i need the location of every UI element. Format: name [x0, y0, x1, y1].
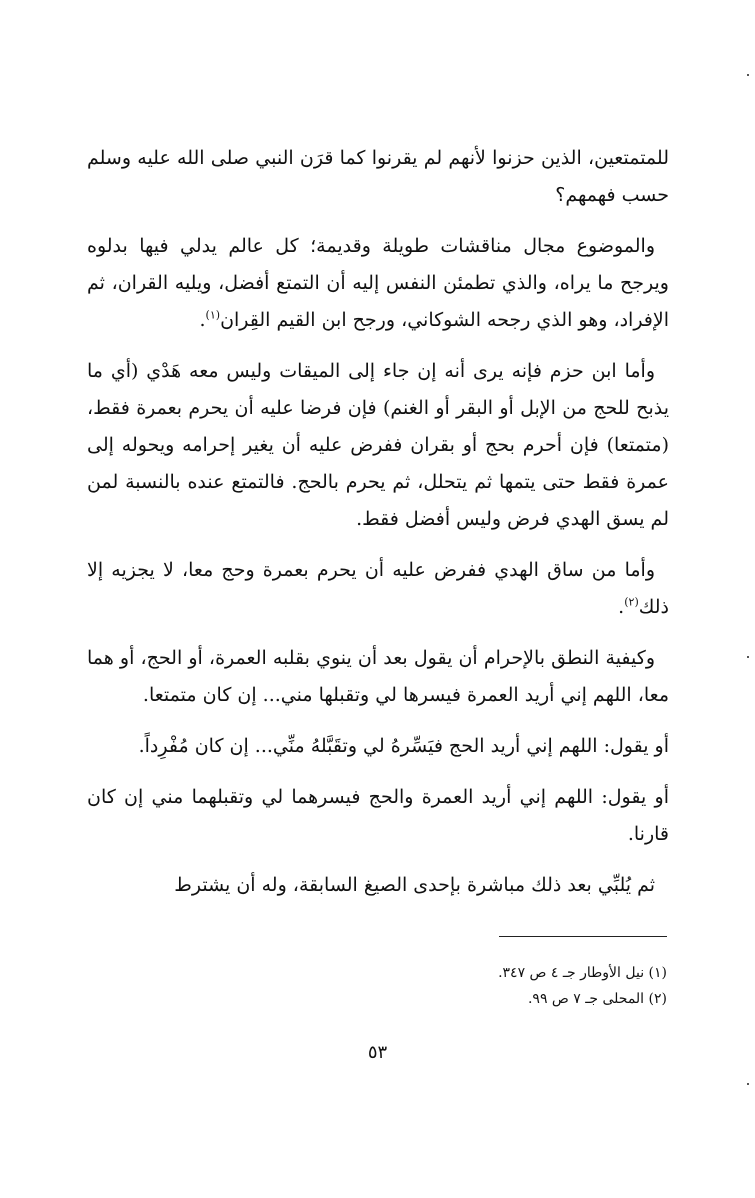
paragraph-4: [87, 552, 669, 626]
scan-mark: [747, 1083, 749, 1085]
page-number: ٥٣: [367, 1042, 388, 1063]
footnote-2: (٢) المحلى جـ ٧ ص ٩٩.: [527, 991, 667, 1007]
paragraph-5: [87, 640, 669, 714]
paragraph-3-text: وأما ابن حزم فإنه يرى أنه إن جاء إلى الميقات وليس معه هَدْي (أي ما يذبح للحج من الإبل أو البقر أو الغنم) فإن فرضا عليه أن يحرم بعمرة فقط، (متمتعا) فإن أحرم بحج أو بقران ففرض عليه أن يغير إحرامه ويحوله إلى عمرة فقط حتى يتمها ثم يتحلل، ثم يحرم بالحج. فالتمتع عنده بالنسبة لمن لم يسق الهدي فرض وليس أفضل فقط.: [87, 360, 669, 530]
paragraph-2: [87, 228, 669, 339]
paragraph-1: للمتمتعين، الذين حزنوا لأنهم لم يقرنوا كما قرَن النبي صلى الله عليه وسلم حسب فهمهم؟: [87, 147, 669, 206]
footnote-1: (١) نيل الأوطار جـ ٤ ص ٣٤٧.: [498, 965, 667, 981]
paragraph-8-text: ثم يُلبِّي بعد ذلك مباشرة بإحدى الصيغ السابقة، وله أن يشترط: [174, 874, 655, 896]
footnotes: [87, 960, 667, 1012]
scan-mark: [747, 656, 749, 658]
footnote-marker-1: (١): [205, 308, 221, 322]
footnote-separator: [499, 936, 667, 937]
paragraph-7: أو يقول: اللهم إني أريد العمرة والحج فيسرهما لي وتقبلهما مني إن كان قارنا.: [87, 786, 669, 845]
footnote-marker-2: (٢): [624, 595, 639, 609]
scan-mark: [747, 74, 749, 76]
paragraph-6: أو يقول: اللهم إني أريد الحج فيَسِّرهُ لي وتقَبَّلهُ منِّي... إن كان مُفْرِداً.: [138, 735, 669, 757]
paragraph-2-text: والموضوع مجال مناقشات طويلة وقديمة؛ كل عالم يدلي فيها بدلوه ويرجح ما يراه، والذي تطمئن النفس إليه أن التمتع أفضل، ويليه القران، ثم الإفراد، وهو الذي رجحه الشوكاني، ورجح ابن القيم القِران: [87, 235, 669, 331]
paragraph-5-text: وكيفية النطق بالإحرام أن يقول بعد أن ينوي بقلبه العمرة، أو الحج، أو هما معا، اللهم إني أريد العمرة فيسرها لي وتقبلها مني... إن كان متمتعا.: [87, 647, 669, 706]
paragraph-2-end: .: [199, 309, 206, 331]
paragraph-4-text: وأما من ساق الهدي ففرض عليه أن يحرم بعمرة وحج معا، لا يجزيه إلا ذلك: [87, 559, 669, 618]
paragraph-4-end: .: [618, 596, 625, 618]
paragraph-8: [87, 867, 669, 904]
page-body: [87, 140, 669, 918]
paragraph-3: [87, 353, 669, 538]
